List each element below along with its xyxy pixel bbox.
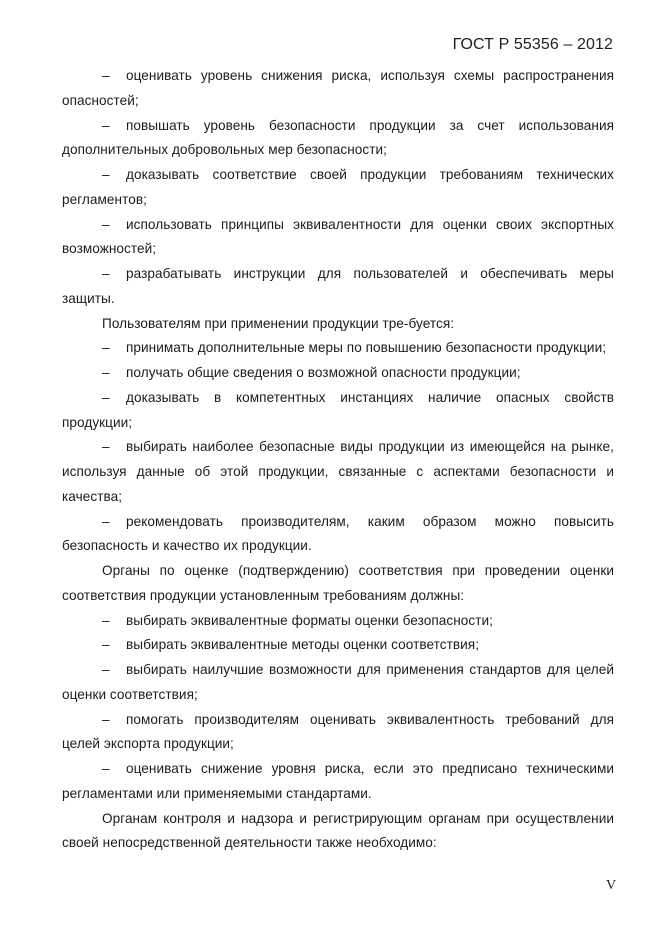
list-dash: – [102,711,110,727]
paragraph [62,114,614,164]
paragraph-text: Органам контроля и надзора и регистрирующим органам при осуществлении своей непосредственной деятельности также необходимо: [62,810,614,851]
paragraph [62,757,614,807]
list-dash: – [102,439,110,455]
document-header: ГОСТ Р 55356 – 2012 [452,36,613,53]
paragraph [62,336,614,361]
paragraph-text: принимать дополнительные меры по повышению безопасности продукции; [126,340,607,356]
list-dash: – [102,389,110,405]
paragraph [62,807,614,857]
list-dash: – [102,340,110,356]
paragraph-text: помогать производителям оценивать эквивалентность требований для целей экспорта продукции; [62,711,614,752]
paragraph-text: разрабатывать инструкции для пользователей и обеспечивать меры защиты. [62,266,614,306]
paragraph [62,435,614,509]
paragraph [62,262,614,312]
paragraph [62,386,614,436]
paragraph [62,163,614,213]
document-body [62,64,614,856]
list-dash: – [102,637,110,653]
paragraph-text: доказывать в компетентных инстанциях наличие опасных свойств продукции; [62,389,614,430]
paragraph-text: использовать принципы эквивалентности для оценки своих экспортных возможностей; [62,216,614,257]
paragraph [62,609,614,634]
list-dash: – [102,662,110,677]
paragraph-text: получать общие сведения о возможной опасности продукции; [126,365,521,380]
list-dash: – [102,266,110,281]
list-dash: – [102,68,110,83]
list-dash: – [102,365,110,380]
list-dash: – [102,612,110,628]
paragraph [62,213,614,263]
list-dash: – [102,761,110,776]
paragraph-text: выбирать эквивалентные форматы оценки безопасности; [126,612,493,628]
list-dash: – [102,167,110,182]
paragraph [62,510,614,560]
paragraph [62,559,614,609]
paragraph [62,64,614,114]
paragraph-text: оценивать снижение уровня риска, если это предписано техническими регламентами или применяемыми стандартами. [62,761,614,801]
list-dash: – [102,117,110,133]
paragraph-text: рекомендовать производителям, каким образом можно повысить безопасность и качество их продукции. [62,513,614,554]
paragraph [62,361,614,386]
paragraph-text: Органы по оценке (подтверждению) соответствия при проведении оценки соответствия продукции установленным требованиям должны: [62,563,614,603]
paragraph-text: доказывать соответствие своей продукции требованиям технических регламентов; [62,167,614,207]
paragraph [62,633,614,658]
paragraph-text: оценивать уровень снижения риска, используя схемы распространения опасностей; [62,68,614,108]
paragraph [62,658,614,708]
list-dash: – [102,513,110,529]
paragraph-text: Пользователям при применении продукции тре-буется: [102,315,455,331]
paragraph-text: повышать уровень безопасности продукции за счет использования дополнительных добровольных мер безопасности; [62,117,614,158]
paragraph-text: выбирать наилучшие возможности для применения стандартов для целей оценки соответствия; [62,662,614,702]
paragraph-text: выбирать эквивалентные методы оценки соответствия; [126,637,480,653]
paragraph [62,312,614,337]
paragraph [62,708,614,758]
list-dash: – [102,216,110,232]
paragraph-text: выбирать наиболее безопасные виды продукции из имеющейся на рынке, используя данные об этой продукции, связанные с аспектами безопасности и качества; [62,439,614,504]
page-number: V [606,878,617,893]
